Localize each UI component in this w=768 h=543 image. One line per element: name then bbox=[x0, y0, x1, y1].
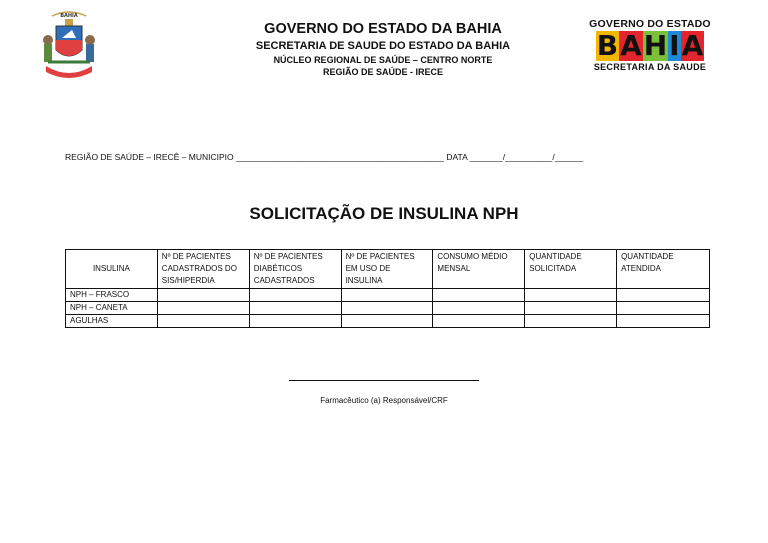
coat-of-arms-logo bbox=[38, 10, 100, 82]
table-cell[interactable] bbox=[617, 302, 710, 315]
secretariat-title: SECRETARIA DE SAUDE DO ESTADO DA BAHIA bbox=[255, 40, 511, 52]
brand-letter: A bbox=[681, 29, 704, 62]
table-cell[interactable] bbox=[525, 289, 617, 302]
signature-line bbox=[289, 380, 479, 381]
health-region: REGIÃO DE SAÚDE - IRECE bbox=[322, 67, 443, 77]
brand-logo-bottom: SECRETARIA DA SAUDE bbox=[593, 62, 707, 72]
row-label: AGULHAS bbox=[66, 315, 158, 328]
table-row bbox=[66, 302, 710, 315]
table-cell[interactable] bbox=[617, 289, 710, 302]
region-municipality-date-line: REGIÃO DE SAÚDE – IRECÊ – MUNICIPIO ____________________________________________ DATA _______/__________/______ bbox=[65, 152, 584, 162]
government-title: GOVERNO DO ESTADO DA BAHIA bbox=[264, 21, 502, 37]
table-cell[interactable] bbox=[433, 289, 525, 302]
table-cell[interactable] bbox=[433, 302, 525, 315]
table-cell[interactable] bbox=[341, 302, 433, 315]
insulin-request-table bbox=[65, 249, 710, 328]
table-cell[interactable] bbox=[617, 315, 710, 328]
table-cell[interactable] bbox=[157, 289, 249, 302]
table-header-row bbox=[66, 250, 710, 289]
table-cell[interactable] bbox=[341, 289, 433, 302]
table-cell[interactable] bbox=[433, 315, 525, 328]
table-cell[interactable] bbox=[157, 315, 249, 328]
column-header: QUANTIDADE SOLICITADA bbox=[525, 250, 617, 289]
signature-label: Farmacêutico (a) Responsável/CRF bbox=[320, 396, 448, 405]
bahia-brand-logo bbox=[588, 18, 712, 74]
column-header: INSULINA bbox=[66, 250, 158, 289]
column-header: QUANTIDADE ATENDIDA bbox=[617, 250, 710, 289]
row-label: NPH – FRASCO bbox=[66, 289, 158, 302]
column-header: Nº DE PACIENTES CADASTRADOS DO SIS/HIPERDIA bbox=[157, 250, 249, 289]
table-cell[interactable] bbox=[249, 289, 341, 302]
brand-logo-top: GOVERNO DO ESTADO bbox=[589, 18, 711, 30]
brand-letter: B bbox=[596, 29, 619, 62]
column-header: CONSUMO MÉDIO MENSAL bbox=[433, 250, 525, 289]
brand-letter: H bbox=[643, 29, 668, 62]
table-cell[interactable] bbox=[157, 302, 249, 315]
table-row bbox=[66, 315, 710, 328]
regional-nucleus: NÚCLEO REGIONAL DE SAÚDE – CENTRO NORTE bbox=[273, 55, 493, 65]
table-cell[interactable] bbox=[525, 315, 617, 328]
table-cell[interactable] bbox=[341, 315, 433, 328]
table-cell[interactable] bbox=[525, 302, 617, 315]
letterhead bbox=[200, 20, 566, 78]
svg-text:BAHIA: BAHIA bbox=[60, 13, 78, 19]
table-row bbox=[66, 289, 710, 302]
row-label: NPH – CANETA bbox=[66, 302, 158, 315]
form-title: SOLICITAÇÃO DE INSULINA NPH bbox=[249, 204, 519, 223]
column-header: Nº DE PACIENTES EM USO DE INSULINA bbox=[341, 250, 433, 289]
table-cell[interactable] bbox=[249, 315, 341, 328]
brand-letter: A bbox=[620, 29, 642, 62]
brand-letter: I bbox=[669, 29, 680, 62]
table-cell[interactable] bbox=[249, 302, 341, 315]
brand-logo-word bbox=[596, 31, 705, 61]
column-header: Nº DE PACIENTES DIABÉTICOS CADASTRADOS bbox=[249, 250, 341, 289]
